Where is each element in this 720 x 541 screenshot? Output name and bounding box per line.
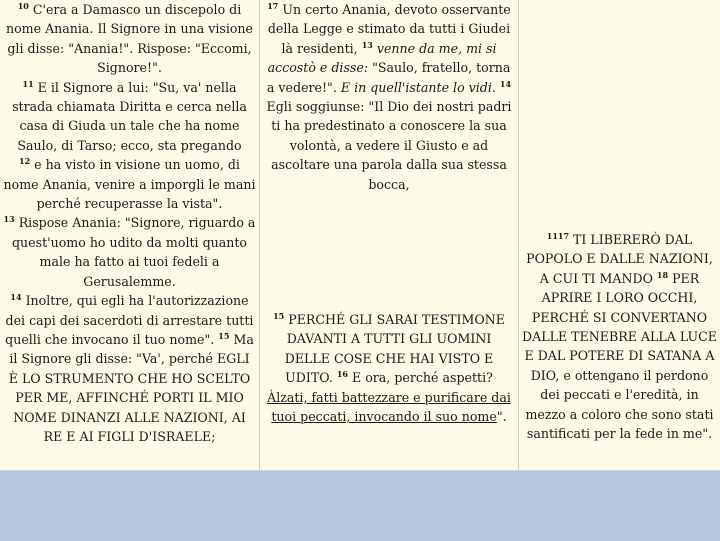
verse-text: PERCHÉ GLI SARAI TESTIMONE DAVANTI A TUTTI GLI UOMINI DELLE COSE CHE HAI VISTO E UDITO.	[284, 312, 505, 386]
verse-text: Inoltre, qui egli ha l'autorizzazione dei capi dei sacerdoti di arrestare tutti quelli che invocano il tuo nome".	[5, 293, 254, 347]
column-right	[519, 0, 720, 470]
verse-text: e ha visto in visione un uomo, di nome Anania, venire a imporgli le mani perché recuperasse la vista".	[3, 157, 256, 212]
verse-number: 15	[273, 311, 285, 321]
verse-12b	[263, 0, 515, 194]
verse-text-underlined: Àlzati, fatti battezzare e purificare dai tuoi peccati, invocando il suo nome	[267, 389, 511, 425]
verse-number: 14	[499, 78, 512, 89]
verse-11	[3, 78, 256, 156]
column-middle	[260, 0, 519, 470]
verse-text: E il Signore a lui: "Su, va' nella strada chiamata Diritta e cerca nella casa di Giuda un tale che ha nome Saulo, di Tarso; ecco, sta pregando	[12, 79, 247, 153]
verse-text: ".	[496, 409, 507, 425]
verse-number: 16	[336, 369, 348, 380]
verse-number: 18	[656, 269, 669, 280]
verse-12	[3, 155, 256, 213]
verse-14	[3, 291, 256, 446]
verse-block-17-18	[519, 230, 720, 443]
verse-number: 13	[361, 39, 373, 50]
verse-number: 11	[22, 78, 34, 89]
verse-text: PER APRIRE I LORO OCCHI, PERCHÉ SI CONVERTANO DALLE TENEBRE ALLA LUCE E DAL POTERE DI SATANA A DIO, e ottengano il perdono dei peccati e l'eredità, in mezzo a coloro che sono stati santificati per la fede in me".	[522, 270, 717, 442]
verse-block-12-14	[260, 0, 518, 194]
verse-block-15-16	[260, 310, 518, 426]
verse-number: 17	[267, 1, 279, 11]
verse-block-10-15	[0, 0, 259, 446]
verse-13	[3, 213, 256, 291]
verse-text: TI LIBERERÒ DAL POPOLO E DALLE NAZIONI, A CUI TI MANDO	[526, 232, 713, 286]
verse-text: E ora, perché aspetti?	[352, 370, 493, 386]
verse-text: Ma il Signore gli disse: "Va', perché EGLI È LO STRUMENTO CHE HO SCELTO PER ME, AFFINCHÉ PORTI IL MIO NOME DINANZI ALLE NAZIONI, AI RE E AI FIGLI D'ISRAELE;	[8, 331, 254, 444]
column-left	[0, 0, 260, 470]
verse-number: 14	[10, 292, 22, 303]
verse-text: Un certo Anania, devoto osservante della Legge e stimato da tutti i Giudei là residenti,	[267, 2, 511, 56]
verse-10	[3, 0, 256, 78]
verse-text-italic: venne da me, mi si accostò e disse:	[267, 40, 497, 76]
verse-number: 12	[19, 156, 31, 167]
verse-number: 1117	[546, 231, 570, 241]
verse-number: 15	[218, 330, 230, 341]
verse-text: C'era a Damasco un discepolo di nome Anania. Il Signore in una visione gli disse: "Anania!". Rispose: "Eccomi, Signore!".	[5, 2, 253, 76]
verse-number: 13	[3, 214, 15, 225]
verse-17c	[522, 230, 717, 443]
verse-text-italic: E in quell'istante lo vidi.	[340, 79, 496, 95]
verse-text: Rispose Anania: "Signore, riguardo a quest'uomo ho udito da molti quanto male ha fatto ai tuoi fedeli a Gerusalemme.	[11, 215, 256, 289]
verse-text: "Saulo, fratello, torna a vedere!".	[266, 60, 511, 95]
verse-text: Egli soggiunse: "Il Dio dei nostri padri ti ha predestinato a conoscere la sua volontà, a vedere il Giusto e ad ascoltare una parola dalla sua stessa bocca,	[266, 99, 512, 192]
verse-15b	[263, 310, 515, 426]
footer-band	[0, 470, 720, 541]
verse-number: 10	[17, 1, 29, 11]
